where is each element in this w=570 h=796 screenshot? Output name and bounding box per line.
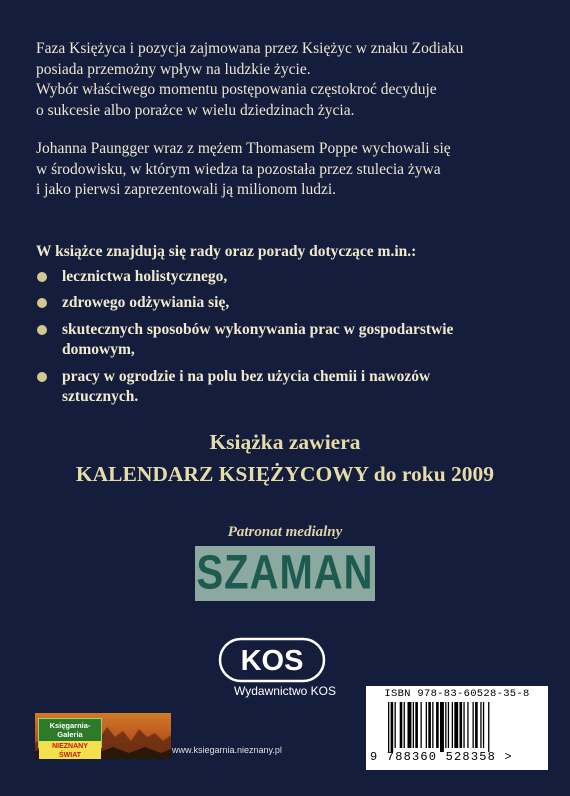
barcode-bar [452,702,453,748]
barcode-bar [480,702,481,748]
list-item [36,367,546,408]
media-patronage-label: Patronat medialny [227,524,343,540]
intro-paragraph-1 [36,39,546,121]
barcode-bar [488,702,489,752]
list-item-text: skutecznych sposobów wykonywania prac w gospodarstwie [62,320,454,338]
barcode-bar [388,702,389,752]
list-item-text: domowym, [62,341,135,358]
barcode-bars-icon [388,702,540,752]
barcode-bar [467,702,468,748]
barcode-bar [463,702,464,748]
bullet-icon [37,372,47,382]
barcode-bar [460,702,463,748]
bullet-icon [37,272,47,282]
bookshop-label [38,718,102,759]
barcode-bar [445,702,446,748]
barcode-bar [448,702,449,748]
barcode-bar [483,702,484,748]
barcode-bar [421,702,422,748]
intro-line: Wybór właściwego momentu postępowania częstokroć decyduje [36,81,437,98]
intro-line: Johanna Paungger wraz z mężem Thomasem Poppe wychowali się [36,140,451,157]
szaman-logo-text: SZAMAN [196,546,374,600]
kos-logo-text: KOS [240,645,304,677]
list-item-text: sztucznych. [62,388,139,405]
isbn-text: ISBN 978-83-60528-35-8 [384,688,530,700]
barcode-bar [475,702,478,748]
bullet-icon [37,298,47,308]
barcode-bar [440,702,444,752]
topics-list [36,267,546,408]
szaman-logo [195,546,375,601]
list-item-text: zdrowego odżywiania się, [62,294,230,311]
barcode-bar [454,702,458,748]
bookshop-url: www.ksiegarnia.nieznany.pl [172,745,282,755]
publisher-name: Wydawnictwo KOS [234,684,336,698]
kos-logo-icon [218,637,326,683]
topics-heading: W książce znajdują się rady oraz porady dotyczące m.in.: [36,243,417,260]
isbn-barcode [366,686,548,770]
barcode-bar [432,702,433,748]
calendar-line-1: Książka zawiera [209,430,361,454]
intro-line: o sukcesie albo porażce w wielu dziedzinach życia. [36,101,355,119]
barcode-bar [404,702,405,748]
bookshop-label-top: Księgarnia-Galeria [49,721,91,739]
calendar-line-2: KALENDARZ KSIĘŻYCOWY do roku 2009 [75,462,495,486]
intro-line: w środowisku, w którym wiedza ta pozostała przez stulecia żywa [36,160,441,178]
topics-list-block [36,242,546,414]
calendar-announcement [0,426,570,490]
intro-paragraph-2 [36,139,546,201]
barcode-bar [426,702,427,748]
barcode-bar [400,702,403,748]
intro-line: Faza Księżyca i pozycja zajmowana przez Księżyc w znaku Zodiaku [36,40,464,57]
barcode-bar [413,702,414,748]
bullet-icon [37,325,47,335]
list-item-text: pracy w ogrodzie i na polu bez użycia chemii i nawozów [62,367,431,385]
list-item [36,320,546,361]
barcode-bar [415,702,418,748]
barcode-bar [391,702,394,752]
intro-line: posiada przemożny wpływ na ludzkie życie. [36,60,311,78]
bookshop-label-bottom: NIEZNANY ŚWIAT [39,741,101,759]
barcode-bar [473,702,474,748]
bookshop-banner [35,713,171,759]
barcode-bar [408,702,412,748]
barcode-digits: 9 788360 528358 > [370,750,513,764]
barcode-bar [395,702,396,748]
list-item [36,293,546,314]
intro-line: i jako pierwsi zaprezentowali ją milionom ludzi. [36,181,337,198]
barcode-bar [428,702,431,748]
barcode-bar [436,702,439,748]
list-item-text: lecznictwa holistycznego, [62,267,228,285]
list-item [36,267,546,288]
intro-text [36,39,546,219]
